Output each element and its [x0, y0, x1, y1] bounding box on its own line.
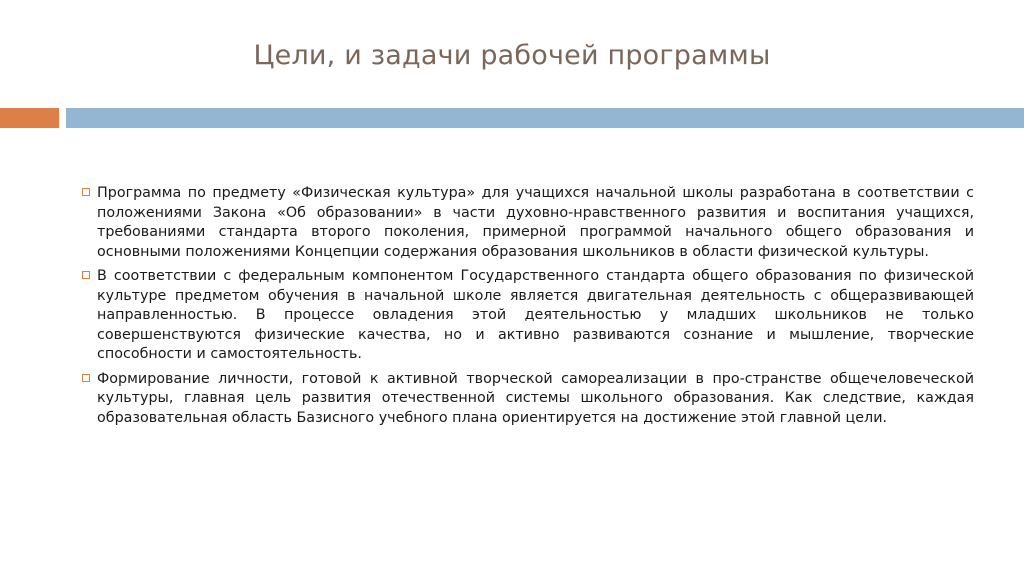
square-bullet-icon	[82, 188, 90, 196]
square-bullet-icon	[82, 271, 90, 279]
bullet-list	[82, 184, 974, 433]
bullet-item-2	[82, 267, 974, 365]
bullet-item-3	[82, 370, 974, 429]
square-bullet-icon	[82, 374, 90, 382]
bullet-text: В соответствии с федеральным компонентом Государственного стандарта общего образования по физической культуре предметом обучения в начальной школе является двигательная деятельность с общеразвивающей направленностью. В процессе овладения этой деятельностью у младших школьников не только совершенствуются физические качества, но и активно развиваются сознание и мышление, творческие способности и самостоятельность.	[97, 268, 974, 362]
bullet-text: Формирование личности, готовой к активной творческой самореализации в про-странстве общечеловеческой культуры, главная цель развития отечественной системы школьного образования. Как следствие, каждая образовательная область Базисного учебного плана ориентируется на достижение этой главной цели.	[97, 370, 974, 426]
bullet-text: Программа по предмету «Физическая культура» для учащихся начальной школы разработана в соответствии с положениями Закона «Об образовании» в части духовно-нравственного развития и воспитания учащихся, требованиями стандарта второго поколения, примерной программой начального общего образования и основными положениями Концепции содержания образования школьников в области физической культуры.	[97, 185, 974, 260]
accent-bar-orange	[0, 108, 59, 128]
slide-title: Цели, и задачи рабочей программы	[253, 40, 771, 71]
bullet-item-1	[82, 184, 974, 262]
accent-bar-blue	[66, 108, 1024, 128]
